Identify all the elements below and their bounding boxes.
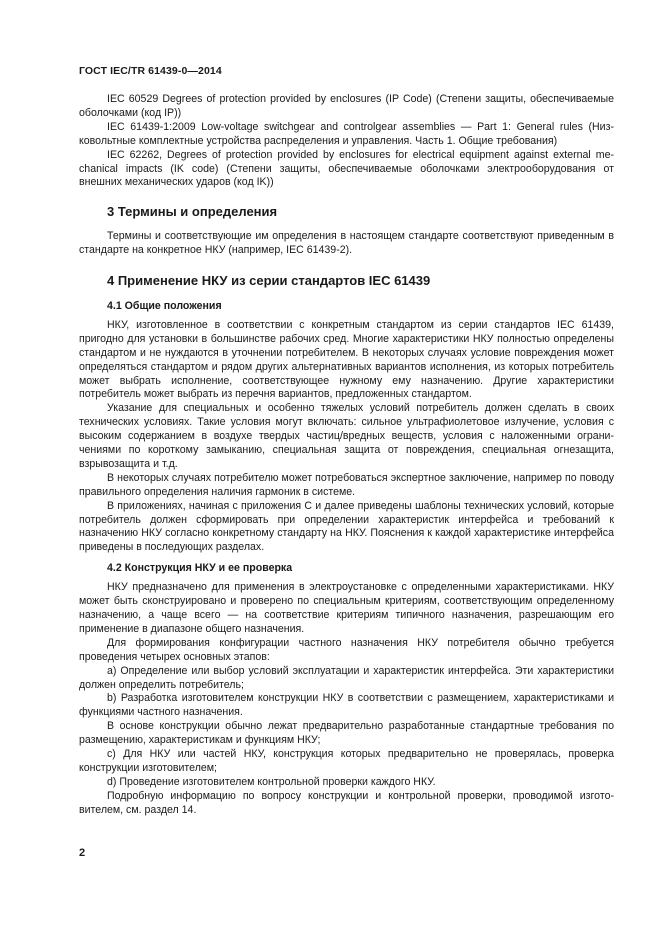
reference-item: IEC 61439-1:2009 Low-voltage switchgear and controlgear assemblies — Part 1: General rules (Низковольтные комплектные устройства распределения и управления. Часть 1. Общие требования) <box>79 120 614 147</box>
paragraph: В основе конструкции обычно лежат предварительно разработанные стандартные требования по размещению, характеристикам и функциям НКУ; <box>79 720 614 747</box>
references-list <box>79 93 614 190</box>
paragraph: Подробную информацию по вопросу конструкции и контрольной проверки, проводимой изготовителем, см. раздел 14. <box>79 789 614 816</box>
paragraph: Указание для специальных и особенно тяжелых условий потребитель должен сделать в своих технических условиях. Такие условия могут включать: сильное ультрафиолетовое излучение, условия с высоким содержанием в воздухе твердых частиц/вредных веществ, условия с наложенными ограничениями по короткому замыканию, специальная защита от повреждения, специальная огнезащита, взрывозащита и т.д. <box>79 402 614 470</box>
section-4-heading: 4 Применение НКУ из серии стандартов IEC 61439 <box>107 273 431 289</box>
list-item: b) Разработка изготовителем конструкции НКУ в соответствии с размещением, характеристиками и функциями частного назначения. <box>79 692 614 719</box>
list-item: a) Определение или выбор условий эксплуатации и характеристик интерфейса. Эти характеристики должен определить потребитель; <box>79 664 614 691</box>
subsection-4-1-heading: 4.1 Общие положения <box>107 299 222 312</box>
document-header: ГОСТ IEC/TR 61439-0—2014 <box>79 65 222 77</box>
paragraph: НКУ предназначено для применения в электроустановке с определенными характеристиками. НКУ может быть сконструировано и проверено по специальным критериям, соответствующим определенному назначению, а чаще всего — на соответствие критериям типичного назначения, разрешающим его применение в диапазоне общего назначения. <box>79 581 614 635</box>
paragraph: НКУ, изготовленное в соответствии с конкретным стандартом из серии стандартов IEC 61439, пригодно для установки в большинстве рабочих сред. Многие характеристики НКУ полностью определены стандартом и не нуждаются в уточнении потребителем. В некоторых случаях условие повреждения может определяться стандартом и рядом других альтернативных вариантов исполнения, из которых потребитель может выбрать исполнение, соответствующее нужному ему назначению. Другие характеристики потребитель может выбрать из перечня вариантов, предложенных стандартом. <box>79 318 614 401</box>
list-item: c) Для НКУ или частей НКУ, конструкция которых предварительно не проверялась, проверка конструкции изготовителем; <box>79 748 614 774</box>
page-number: 2 <box>79 847 86 859</box>
document-body <box>79 93 614 818</box>
paragraph: В некоторых случаях потребителю может потребоваться экспертное заключение, например по поводу правильного определения наличия гармоник в системе. <box>79 471 614 498</box>
reference-item: IEC 62262, Degrees of protection provided by enclosures for electrical equipment against external mechanical impacts (IK code) (Степени защиты, обеспечиваемые оболочками электрооборудования от внешних механических ударов (код IK)) <box>79 148 614 189</box>
subsection-4-2-heading: 4.2 Конструкция НКУ и ее проверка <box>107 562 293 575</box>
section-3-heading: 3 Термины и определения <box>107 204 278 220</box>
paragraph: В приложениях, начиная с приложения С и далее приведены шаблоны технических условий, которые потребитель должен сформировать при определении характеристик интерфейса и требований к назначению НКУ согласно конкретному стандарту на НКУ. Пояснения к каждой характеристике интерфейса приведены в последующих разделах. <box>79 499 614 554</box>
paragraph: Для формирования конфигурации частного назначения НКУ потребителя обычно требуется проведения четырех основных этапов: <box>79 636 614 663</box>
paragraph: Термины и соответствующие им определения в настоящем стандарте соответствуют приведенным в стандарте на конкретное НКУ (например, IEC 61439-2). <box>79 230 614 257</box>
reference-item: IEC 60529 Degrees of protection provided by enclosures (IP Code) (Степени защиты, обеспечиваемые оболочками (код IP)) <box>79 93 614 119</box>
list-item: d) Проведение изготовителем контрольной проверки каждого НКУ. <box>107 775 436 788</box>
